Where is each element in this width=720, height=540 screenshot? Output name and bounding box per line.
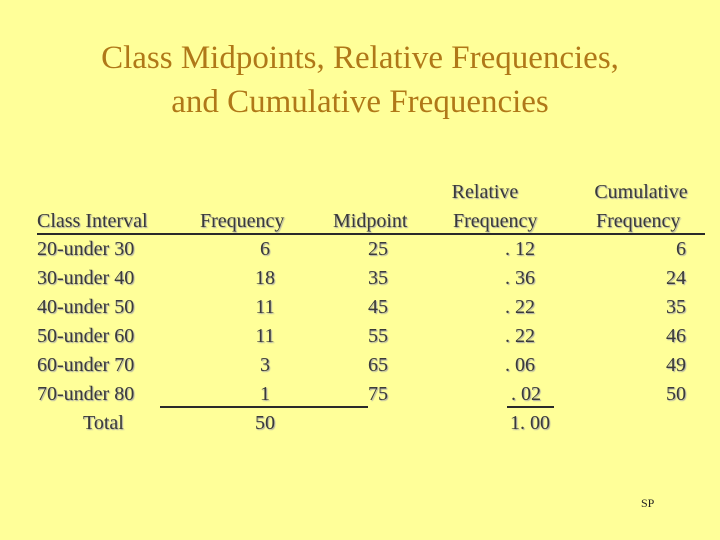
title-line-1: Class Midpoints, Relative Frequencies, bbox=[101, 40, 619, 76]
row-midpoint: 25 bbox=[368, 238, 388, 260]
header-class-interval: Class Interval bbox=[37, 210, 148, 232]
row-relative: . 12 bbox=[505, 238, 535, 260]
row-midpoint: 45 bbox=[368, 296, 388, 318]
header-relative: Relative bbox=[451, 181, 519, 203]
row-midpoint: 55 bbox=[368, 325, 388, 347]
total-label: Total bbox=[83, 412, 124, 434]
row-frequency: 6 bbox=[260, 238, 270, 260]
header-rel-frequency: Frequency bbox=[453, 210, 538, 232]
row-cumulative: 35 bbox=[666, 296, 686, 318]
row-relative: . 22 bbox=[505, 325, 535, 347]
row-frequency: 18 bbox=[255, 267, 275, 289]
relative-underline bbox=[507, 406, 554, 408]
row-relative: . 02 bbox=[511, 383, 541, 405]
row-cumulative: 6 bbox=[676, 238, 686, 260]
last-row-underline bbox=[160, 406, 368, 408]
row-cumulative: 24 bbox=[666, 267, 686, 289]
row-relative: . 22 bbox=[505, 296, 535, 318]
row-interval: 70-under 80 bbox=[37, 383, 135, 405]
header-cumulative: Cumulative bbox=[594, 181, 688, 203]
row-relative: . 36 bbox=[505, 267, 535, 289]
row-interval: 20-under 30 bbox=[37, 238, 135, 260]
row-interval: 40-under 50 bbox=[37, 296, 135, 318]
row-interval: 60-under 70 bbox=[37, 354, 135, 376]
row-interval: 50-under 60 bbox=[37, 325, 135, 347]
row-interval: 30-under 40 bbox=[37, 267, 135, 289]
slide-title bbox=[0, 36, 720, 124]
row-cumulative: 50 bbox=[666, 383, 686, 405]
header-frequency: Frequency bbox=[200, 210, 285, 232]
total-frequency: 50 bbox=[255, 412, 275, 434]
row-cumulative: 46 bbox=[666, 325, 686, 347]
footer-initials: SP bbox=[641, 496, 655, 510]
total-relative: 1. 00 bbox=[510, 412, 550, 434]
row-frequency: 3 bbox=[260, 354, 270, 376]
header-midpoint: Midpoint bbox=[333, 210, 408, 232]
row-frequency: 11 bbox=[255, 296, 275, 318]
row-midpoint: 35 bbox=[368, 267, 388, 289]
row-frequency: 11 bbox=[255, 325, 275, 347]
row-relative: . 06 bbox=[505, 354, 535, 376]
header-cum-frequency: Frequency bbox=[596, 210, 681, 232]
row-cumulative: 49 bbox=[666, 354, 686, 376]
row-midpoint: 75 bbox=[368, 383, 388, 405]
row-frequency: 1 bbox=[260, 383, 270, 405]
title-line-2: and Cumulative Frequencies bbox=[171, 84, 549, 120]
row-midpoint: 65 bbox=[368, 354, 388, 376]
